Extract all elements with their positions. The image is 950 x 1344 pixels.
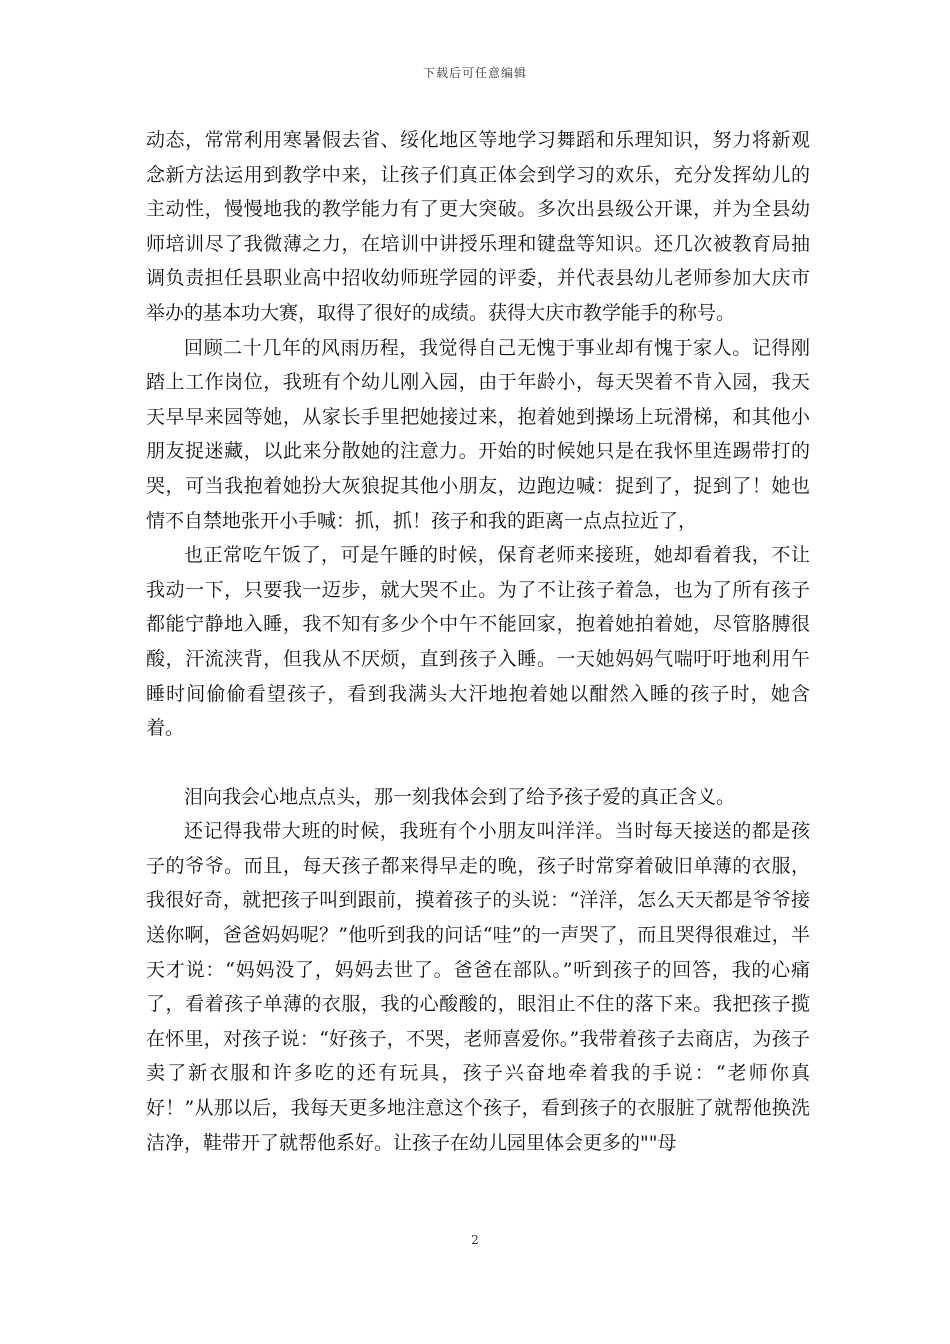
paragraph-1: 动态，常常利用寒暑假去省、绥化地区等地学习舞蹈和乐理知识，努力将新观念新方法运用到教学中来，让孩子们真正体会到学习的欢乐，充分发挥幼儿的主动性，慢慢地我的教学能力有了更大突破。多次出县级公开课，并为全县幼师培训尽了我微薄之力，在培训中讲授乐理和键盘等知识。还几次被教育局抽调负责担任县职业高中招收幼师班学园的评委，并代表县幼儿老师参加大庆市举办的基本功大赛，取得了很好的成绩。获得大庆市教学能手的称号。 bbox=[146, 129, 810, 324]
paragraph-3: 也正常吃午饭了，可是午睡的时候，保育老师来接班，她却看着我，不让我动一下，只要我一迈步，就大哭不止。为了不让孩子着急，也为了所有孩子都能宁静地入睡，我不知有多少个中午不能回家，抱着她拍着她，尽管胳膊很酸，汗流浃背，但我从不厌烦，直到孩子入睡。一天她妈妈气喘吁吁地利用午睡时间偷偷看望孩子，看到我满头大汗地抱着她以酣然入睡的孩子时，她含着。 bbox=[146, 544, 810, 740]
document-body bbox=[146, 123, 810, 1160]
paragraph-2: 回顾二十几年的风雨历程，我觉得自己无愧于事业却有愧于家人。记得刚踏上工作岗位，我班有个幼儿刚入园，由于年龄小，每天哭着不肯入园，我天天早早来园等她，从家长手里把她接过来，抱着她到操场上玩滑梯，和其他小朋友捉迷藏，以此来分散她的注意力。开始的时候她只是在我怀里连踢带打的哭，可当我抱着她扮大灰狼捉其他小朋友，边跑边喊：捉到了，捉到了！她也情不自禁地张开小手喊：抓，抓！孩子和我的距离一点点拉近了， bbox=[146, 336, 810, 532]
paragraph-gap bbox=[146, 746, 810, 780]
page-number: 2 bbox=[471, 1233, 479, 1247]
paragraph-5: 还记得我带大班的时候，我班有个小朋友叫洋洋。当时每天接送的都是孩子的爷爷。而且，每天孩子都来得早走的晚，孩子时常穿着破旧单薄的衣服，我很好奇，就把孩子叫到跟前，摸着孩子的头说：“洋洋，怎么天天都是爷爷接送你啊，爸爸妈妈呢？”他听到我的问话“哇”的一声哭了，而且哭得很难过，半天才说：“妈妈没了，妈妈去世了。爸爸在部队。”听到孩子的回答，我的心痛了，看着孩子单薄的衣服，我的心酸酸的，眼泪止不住的落下来。我把孩子揽在怀里，对孩子说：“好孩子，不哭，老师喜爱你。”我带着孩子去商店，为孩子卖了新衣服和许多吃的还有玩具，孩子兴奋地牵着我的手说：“老师你真好！”从那以后，我每天更多地注意这个孩子，看到孩子的衣服脏了就帮他换洗洁净，鞋带开了就帮他系好。让孩子在幼儿园里体会更多的""母 bbox=[146, 820, 810, 1154]
paragraph-4: 泪向我会心地点点头，那一刻我体会到了给予孩子爱的真正含义。 bbox=[184, 785, 736, 808]
page-header: 下载后可任意编辑 bbox=[422, 66, 527, 80]
